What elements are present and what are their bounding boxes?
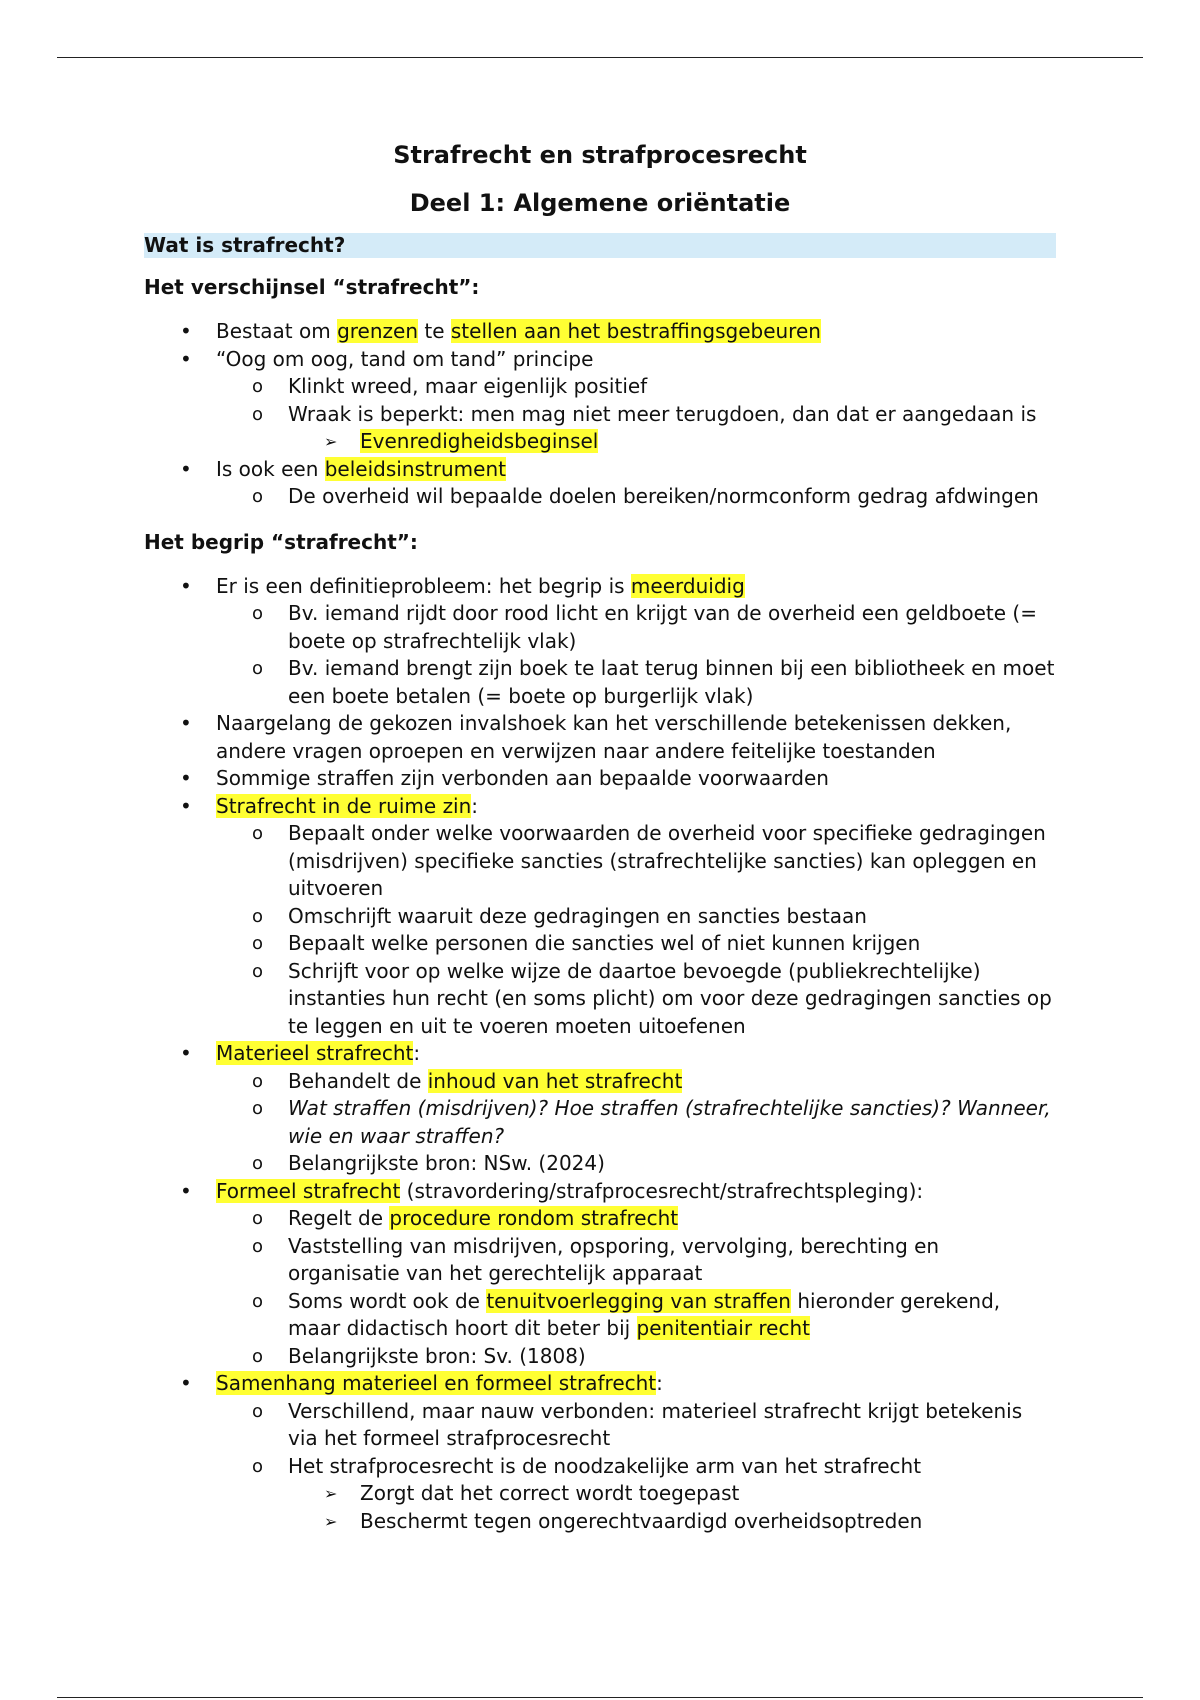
circle-bullet-icon: o — [252, 1455, 264, 1477]
list-item — [144, 1480, 1056, 1508]
highlighted-text: inhoud van het strafrecht — [427, 1068, 683, 1093]
circle-bullet-icon: o — [252, 1070, 264, 1092]
highlighted-text: beleidsinstrument — [324, 456, 506, 481]
highlighted-text: stellen aan het bestraffingsgebeuren — [450, 319, 821, 343]
list-item-text: : — [413, 1041, 421, 1065]
list-item — [144, 401, 1056, 429]
list-item — [144, 1068, 1056, 1096]
list-item — [144, 930, 1056, 958]
highlighted-text: procedure rondom strafrecht — [389, 1206, 679, 1230]
circle-bullet-icon: o — [252, 1235, 264, 1257]
bullet-icon: • — [180, 1178, 192, 1203]
list-item-text: Er is een definitieprobleem: het begrip is — [216, 573, 631, 598]
list-item-text: Het strafprocesrecht is de noodzakelijke arm van het strafrecht — [288, 1453, 922, 1478]
list-item-text: Naargelang de gekozen invalshoek kan het verschillende betekenissen dekken, andere vragen oproepen en verwijzen naar andere feitelijke toestanden — [216, 711, 1012, 763]
list-item-text: : — [471, 793, 479, 818]
list-item — [144, 1095, 1056, 1150]
bullet-list-begrip — [144, 573, 1056, 1536]
list-item — [144, 820, 1056, 903]
list-item-text: Belangrijkste bron: NSw. (2024) — [288, 1151, 605, 1175]
bullet-icon: • — [180, 766, 192, 790]
highlighted-text: Strafrecht in de ruime zin — [216, 793, 472, 818]
list-item-text: Klinkt wreed, maar eigenlijk positief — [288, 374, 648, 398]
highlighted-text: penitentiair recht — [636, 1316, 810, 1340]
list-item-text: hieronder gerekend, maar didactisch hoort dit beter bij — [288, 1288, 1001, 1340]
circle-bullet-icon: o — [252, 960, 264, 982]
list-item — [144, 1178, 1056, 1206]
highlighted-text: Formeel strafrecht — [216, 1178, 401, 1203]
list-item — [144, 373, 1056, 401]
list-item — [144, 1205, 1056, 1233]
list-item-text: Belangrijkste bron: Sv. (1808) — [288, 1343, 586, 1368]
list-item — [144, 1150, 1056, 1178]
circle-bullet-icon: o — [252, 1098, 264, 1119]
list-item — [144, 1453, 1056, 1481]
highlighted-text: grenzen — [337, 319, 419, 343]
list-item-text: Behandelt de — [288, 1068, 428, 1093]
list-item-text: Zorgt dat het correct wordt toegepast — [360, 1481, 740, 1505]
list-item-text: Verschillend, maar nauw verbonden: materieel strafrecht krijgt betekenis via het formeel strafprocesrecht — [288, 1398, 1023, 1450]
list-item — [144, 456, 1056, 484]
list-item-text: Soms wordt ook de — [288, 1288, 487, 1313]
circle-bullet-icon: o — [252, 658, 264, 679]
bullet-icon: • — [180, 573, 192, 598]
arrow-bullet-icon: ➢ — [324, 1484, 338, 1503]
circle-bullet-icon: o — [252, 1400, 264, 1422]
circle-bullet-icon: o — [252, 1153, 264, 1174]
section-heading: Wat is strafrecht? — [144, 233, 1056, 258]
document-subtitle: Deel 1: Algemene oriëntatie — [409, 189, 791, 217]
circle-bullet-icon: o — [252, 603, 264, 624]
list-item-text: : — [656, 1371, 663, 1395]
list-item — [144, 346, 1056, 374]
list-item — [144, 710, 1056, 765]
header-rule — [57, 57, 1143, 58]
list-item-text: Is ook een — [216, 456, 325, 481]
list-item — [144, 1040, 1056, 1068]
circle-bullet-icon: o — [252, 403, 264, 425]
subheading-begrip: Het begrip “strafrecht”: — [144, 529, 418, 554]
bullet-icon: • — [180, 711, 192, 735]
list-item — [144, 1398, 1056, 1453]
list-item-text: Bestaat om — [216, 319, 338, 343]
bullet-icon: • — [180, 1371, 192, 1395]
list-item-text: Wat straffen (misdrijven)? Hoe straffen (strafrechtelijke sancties)? Wanneer, wie en waar straffen? — [288, 1096, 1051, 1148]
list-item-text: Beschermt tegen ongerechtvaardigd overheidsoptreden — [360, 1508, 923, 1533]
bullet-list-verschijnsel — [144, 318, 1056, 511]
highlighted-text: Samenhang materieel en formeel strafrecht — [216, 1371, 657, 1395]
list-item-text: “Oog om oog, tand om tand” principe — [216, 346, 594, 371]
circle-bullet-icon: o — [252, 376, 264, 397]
list-item-text: Schrijft voor op welke wijze de daartoe bevoegde (publiekrechtelijke) instanties hun recht (en soms plicht) om voor deze gedragingen sancties op te leggen en uit te voeren moeten uitoefenen — [288, 958, 1052, 1038]
list-item — [144, 483, 1056, 511]
list-item — [144, 1508, 1056, 1536]
list-item — [144, 793, 1056, 821]
bullet-icon: • — [180, 346, 192, 371]
footer-rule — [57, 1697, 1143, 1698]
list-item-text: Bepaalt welke personen die sancties wel of niet kunnen krijgen — [288, 931, 921, 955]
circle-bullet-icon: o — [252, 933, 264, 954]
circle-bullet-icon: o — [252, 1345, 264, 1367]
arrow-bullet-icon: ➢ — [324, 432, 338, 451]
list-item — [144, 600, 1056, 655]
highlighted-text: tenuitvoerlegging van straffen — [486, 1288, 791, 1313]
list-item-text: Vaststelling van misdrijven, opsporing, vervolging, berechting en organisatie van het gerechtelijk apparaat — [288, 1233, 940, 1285]
circle-bullet-icon: o — [252, 905, 264, 927]
circle-bullet-icon: o — [252, 823, 264, 844]
circle-bullet-icon: o — [252, 1208, 264, 1229]
highlighted-text: Evenredigheidsbeginsel — [360, 429, 599, 453]
list-item — [144, 958, 1056, 1041]
list-item — [144, 1343, 1056, 1371]
list-item — [144, 655, 1056, 710]
bullet-icon: • — [180, 793, 192, 818]
list-item-text: Omschrijft waaruit deze gedragingen en sancties bestaan — [288, 903, 867, 928]
list-item — [144, 1233, 1056, 1288]
list-item — [144, 765, 1056, 793]
list-item — [144, 573, 1056, 601]
bullet-icon: • — [180, 1041, 192, 1065]
list-item — [144, 1288, 1056, 1343]
highlighted-text: Materieel strafrecht — [216, 1041, 414, 1065]
list-item-text: Sommige straffen zijn verbonden aan bepaalde voorwaarden — [216, 766, 829, 790]
list-item-text: Bv. iemand rijdt door rood licht en krijgt van de overheid een geldboete (= boete op strafrechtelijk vlak) — [288, 601, 1037, 653]
list-item — [144, 903, 1056, 931]
circle-bullet-icon: o — [252, 1290, 264, 1312]
list-item-text: Regelt de — [288, 1206, 390, 1230]
bullet-icon: • — [180, 319, 192, 343]
list-item-text: Bv. iemand brengt zijn boek te laat terug binnen bij een bibliotheek en moet een boete betalen (= boete op burgerlijk vlak) — [288, 656, 1055, 708]
arrow-bullet-icon: ➢ — [324, 1511, 338, 1531]
list-item — [144, 318, 1056, 346]
list-item-text: Wraak is beperkt: men mag niet meer terugdoen, dan dat er aangedaan is — [288, 401, 1037, 426]
list-item — [144, 428, 1056, 456]
list-item-text: (stravordering/strafprocesrecht/strafrechtspleging): — [400, 1178, 924, 1203]
document-body — [144, 140, 1056, 1535]
list-item-text: te — [418, 319, 451, 343]
bullet-icon: • — [180, 456, 192, 481]
document-title: Strafrecht en strafprocesrecht — [393, 141, 807, 169]
list-item-text: Bepaalt onder welke voorwaarden de overheid voor specifieke gedragingen (misdrijven) specifieke sancties (strafrechtelijke sancties) kan opleggen en uitvoeren — [288, 821, 1046, 900]
list-item — [144, 1370, 1056, 1398]
subheading-verschijnsel: Het verschijnsel “strafrecht”: — [144, 275, 480, 299]
highlighted-text: meerduidig — [630, 573, 745, 598]
circle-bullet-icon: o — [252, 486, 264, 507]
list-item-text: De overheid wil bepaalde doelen bereiken/normconform gedrag afdwingen — [288, 484, 1039, 508]
